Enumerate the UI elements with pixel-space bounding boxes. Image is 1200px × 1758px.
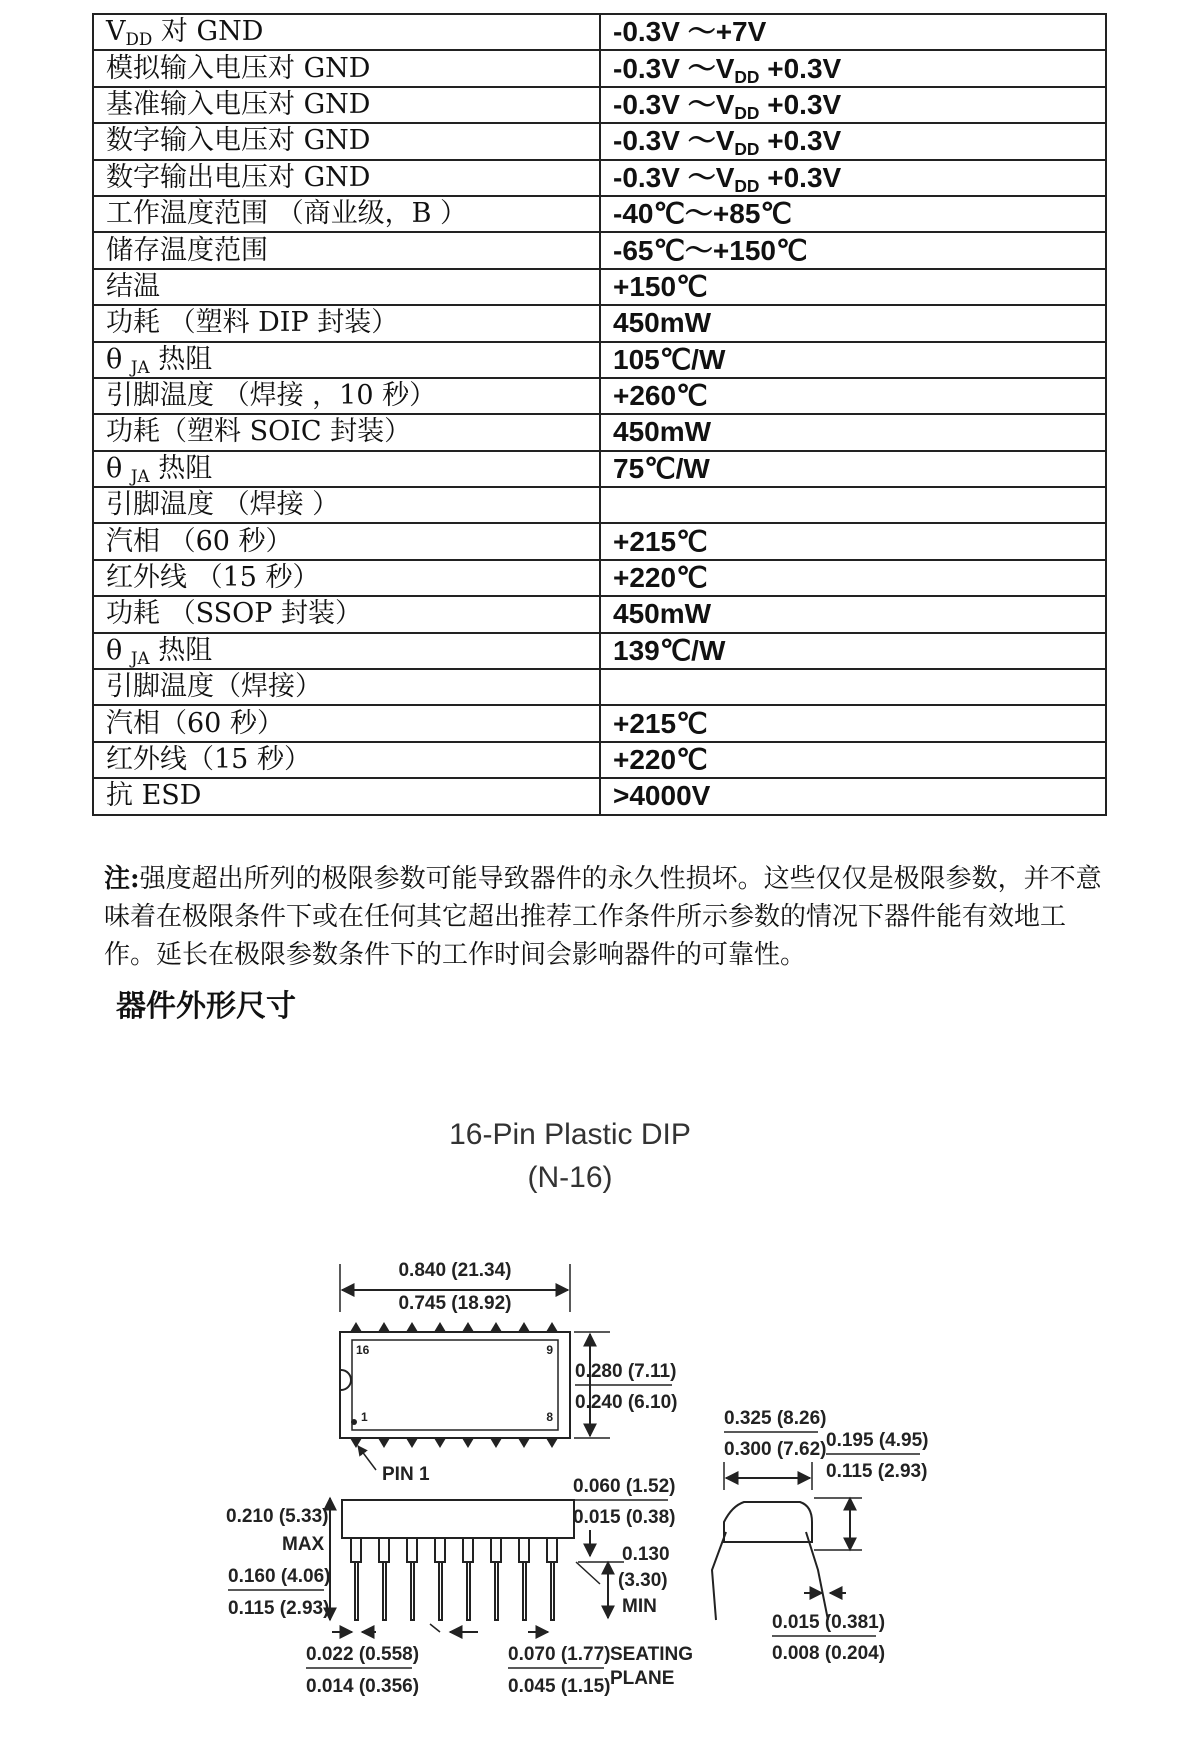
table-row [93,50,1106,86]
value-cell: 75℃/W [600,451,1106,487]
table-row [93,523,1106,559]
table-row [93,487,1106,523]
table-row [93,633,1106,669]
end-view [712,1408,928,1664]
param-cell: θ $_{JA}$ 热阻 [93,342,600,378]
table-row [93,196,1106,232]
seating-label-1: SEATING [610,1644,694,1665]
lead-spread-min-label: 0.115 (2.93) [826,1461,928,1482]
section-title: 器件外形尺寸 [116,989,296,1024]
top-view [340,1260,677,1485]
table-row [93,232,1106,268]
package-body-top [340,1332,570,1438]
lead-length-min-label: 0.115 (2.93) [228,1598,330,1619]
value-cell: -0.3V $\sim V_{DD} +0.3V$ [600,50,1106,86]
package-code: (N-16) [527,1161,613,1194]
height-max-label: MAX [282,1534,325,1555]
side-leads [351,1538,557,1620]
absolute-max-ratings-table [92,13,1107,816]
param-cell: 基准输入电压对 GND [93,87,600,123]
top-pins-row [350,1322,558,1332]
pin-8-label: 8 [546,1410,553,1424]
value-cell: 450mW [600,596,1106,632]
table-row [93,160,1106,196]
width-min-label: 0.240 (6.10) [575,1392,678,1413]
value-cell: +215℃ [600,705,1106,741]
param-cell: 红外线 （15 秒） [93,560,600,596]
table-row [93,269,1106,305]
param-cell: $V_{DD}$ 对 GND [93,14,600,50]
package-body-side [342,1500,574,1538]
param-cell: 模拟输入电压对 GND [93,50,600,86]
seat-min-mm: (3.30) [618,1570,668,1591]
lead-spread-max-label: 0.195 (4.95) [826,1430,929,1451]
param-cell: 红外线（15 秒） [93,742,600,778]
table-row [93,596,1106,632]
param-cell: 引脚温度 （焊接 ，10 秒） [93,378,600,414]
value-cell: -0.3V $\sim V_{DD} +0.3V$ [600,123,1106,159]
extension-line [430,1624,440,1632]
param-cell: θ $_{JA}$ 热阻 [93,633,600,669]
package-body-end [724,1502,812,1542]
pin1-dot [351,1419,357,1425]
lead-width-min-label: 0.014 (0.356) [306,1676,420,1697]
param-cell: 工作温度范围 （商业级，B ） [93,196,600,232]
shoulder-max-label: 0.070 (1.77) [508,1644,611,1665]
value-cell: +220℃ [600,742,1106,778]
height-max-value: 0.210 (5.33) [226,1506,329,1527]
value-cell: -65℃～+150℃ [600,232,1106,268]
seating-label-2: PLANE [610,1668,675,1689]
param-cell: 结温 [93,269,600,305]
value-cell: 450mW [600,414,1106,450]
value-cell: 139℃/W [600,633,1106,669]
package-inner-outline [352,1340,558,1430]
param-cell: 储存温度范围 [93,232,600,268]
table-row [93,123,1106,159]
left-lead-end [712,1532,726,1620]
param-cell: 汽相 （60 秒） [93,523,600,559]
length-min-label: 0.745 (18.92) [398,1293,512,1314]
note-text: 强度超出所列的极限参数可能导致器件的永久性损坏。这些仅仅是极限参数，并不意味着在极限条件下或在任何其它超出推荐工作条件所示参数的情况下器件能有效地工作。延长在极限参数条件下的工作时间会影响器件的可靠性。 [104,864,1102,970]
thickness-min-label: 0.008 (0.204) [772,1643,886,1664]
param-cell: 功耗 （塑料 DIP 封装） [93,305,600,341]
table-row [93,378,1106,414]
value-cell: +220℃ [600,560,1106,596]
param-cell: 汽相（60 秒） [93,705,600,741]
seat-min-label: MIN [622,1596,657,1617]
pin1-label: PIN 1 [382,1464,430,1485]
value-cell: 105℃/W [600,342,1106,378]
table-row [93,87,1106,123]
param-cell: 功耗 （SSOP 封装） [93,596,600,632]
row-spacing-max-label: 0.325 (8.26) [724,1408,827,1429]
param-cell: 数字输出电压对 GND [93,160,600,196]
pin-9-label: 9 [546,1343,553,1357]
value-cell [600,487,1106,523]
standoff-min-label: 0.015 (0.38) [573,1507,676,1528]
pin1-leader [358,1446,376,1470]
value-cell: +150℃ [600,269,1106,305]
value-cell: +260℃ [600,378,1106,414]
value-cell: 450mW [600,305,1106,341]
thickness-max-label: 0.015 (0.381) [772,1612,886,1633]
bottom-pins-row [350,1438,558,1448]
pin1-notch [341,1370,351,1390]
side-view [226,1476,693,1697]
table-row [93,414,1106,450]
param-cell: 抗 ESD [93,778,600,814]
param-cell: 引脚温度（焊接） [93,669,600,705]
value-cell: -40℃～+85℃ [600,196,1106,232]
package-title: 16-Pin Plastic DIP [449,1118,691,1151]
right-lead-end [806,1532,828,1620]
value-cell [600,669,1106,705]
pin-1-label: 1 [361,1410,368,1424]
value-cell: >4000V [600,778,1106,814]
value-cell: +215℃ [600,523,1106,559]
table-row [93,14,1106,50]
param-cell: 引脚温度 （焊接 ） [93,487,600,523]
value-cell: -0.3V ～+7V [600,14,1106,50]
table-row [93,705,1106,741]
note-label: 注: [104,864,140,894]
lead-width-max-label: 0.022 (0.558) [306,1644,420,1665]
table-row [93,778,1106,814]
length-max-label: 0.840 (21.34) [398,1260,512,1281]
pin-16-label: 16 [356,1343,370,1357]
seat-min-value: 0.130 [622,1544,670,1565]
lead-length-max-label: 0.160 (4.06) [228,1566,331,1587]
table-row [93,669,1106,705]
seating-leader [576,1562,600,1584]
ratings-note [104,860,1104,974]
param-cell: 数字输入电压对 GND [93,123,600,159]
table-row [93,342,1106,378]
param-cell: θ $_{JA}$ 热阻 [93,451,600,487]
standoff-max-label: 0.060 (1.52) [573,1476,676,1497]
width-max-label: 0.280 (7.11) [575,1361,677,1382]
table-row [93,451,1106,487]
row-spacing-min-label: 0.300 (7.62) [724,1439,827,1460]
table-row [93,560,1106,596]
param-cell: 功耗（塑料 SOIC 封装） [93,414,600,450]
dip-package-drawing [0,1240,1200,1740]
table-row [93,742,1106,778]
value-cell: -0.3V $\sim V_{DD} +0.3V$ [600,160,1106,196]
value-cell: -0.3V $\sim V_{DD} +0.3V$ [600,87,1106,123]
table-row [93,305,1106,341]
shoulder-min-label: 0.045 (1.15) [508,1676,611,1697]
